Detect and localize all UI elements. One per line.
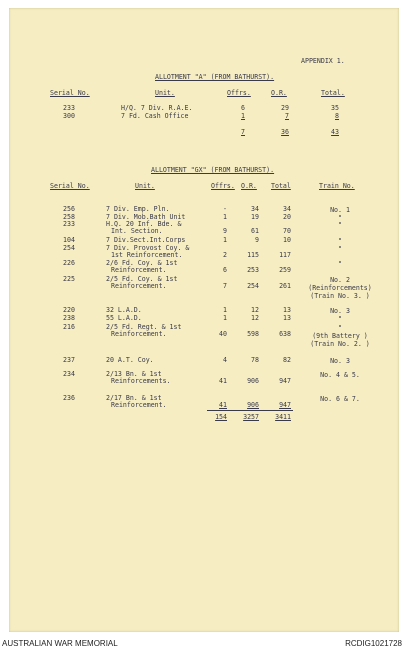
gx-row-serial: 238 <box>63 314 75 322</box>
gx-row-or: 12 <box>251 314 259 322</box>
a-total-total: 43 <box>331 128 339 136</box>
gx-row-train: " <box>338 324 342 332</box>
gx-row-train: " <box>338 245 342 253</box>
gx-row-offrs: 1 <box>223 314 227 322</box>
gx-row-total: 10 <box>283 236 291 244</box>
gx-row-train: " <box>338 237 342 245</box>
a-row-or: 29 <box>281 104 289 112</box>
gx-row-unit: 2/6 Fd. Coy. & 1st <box>106 259 178 267</box>
gx-row-train: (Train No. 3. ) <box>310 292 370 300</box>
a-row-serial: 233 <box>63 104 75 112</box>
allotment-gx-title: ALLOTMENT "GX" (FROM BATHURST). <box>151 166 275 174</box>
gx-row-serial: 104 <box>63 236 75 244</box>
gx-header-total: Total <box>271 182 291 190</box>
gx-row-train: No. 3 <box>330 307 350 315</box>
a-header-or: O.R. <box>271 89 287 97</box>
gx-header-unit: Unit. <box>135 182 155 190</box>
gx-row-unit: Reinforcement. <box>111 330 167 338</box>
gx-row-or: 9 <box>255 236 259 244</box>
gx-row-train: No. 1 <box>330 206 350 214</box>
gx-row-total: 82 <box>283 356 291 364</box>
gx-row-or: 61 <box>251 227 259 235</box>
gx-total-offrs: 154 <box>215 413 227 421</box>
gx-row-train: (Reinforcements) <box>308 284 372 292</box>
gx-row-total: 13 <box>283 314 291 322</box>
gx-row-or: 12 <box>251 306 259 314</box>
gx-row-serial: 258 <box>63 213 75 221</box>
gx-row-serial: 256 <box>63 205 75 213</box>
gx-row-total: 947 <box>279 377 291 385</box>
gx-row-serial: 234 <box>63 370 75 378</box>
gx-row-unit: 7 Div. Emp. Pln. <box>106 205 170 213</box>
gx-row-train: " <box>338 315 342 323</box>
gx-row-offrs: 1 <box>223 306 227 314</box>
footer-source: AUSTRALIAN WAR MEMORIAL <box>2 639 118 648</box>
a-row-total: 35 <box>331 104 339 112</box>
gx-row-train: (Train No. 2. ) <box>310 340 370 348</box>
gx-row-or: 115 <box>247 251 259 259</box>
gx-row-offrs: 7 <box>223 282 227 290</box>
a-row-total: 8 <box>335 112 339 120</box>
gx-row-unit: 2/5 Fd. Regt. & 1st <box>106 323 182 331</box>
gx-row-offrs: 4 <box>223 356 227 364</box>
gx-row-offrs: 40 <box>219 330 227 338</box>
gx-row-unit: 55 L.A.D. <box>106 314 142 322</box>
a-row-unit: H/Q. 7 Div. R.A.E. <box>121 104 193 112</box>
gx-row-serial: 236 <box>63 394 75 402</box>
gx-row-offrs: 6 <box>223 266 227 274</box>
gx-row-or: 598 <box>247 330 259 338</box>
gx-row-unit: 2/5 Fd. Coy. & 1st <box>106 275 178 283</box>
gx-row-unit: 7 Div. Mob.Bath Unit <box>106 213 186 221</box>
gx-row-unit: 7 Div. Provost Coy. & <box>106 244 190 252</box>
footer-id: RCDIG1021728 <box>345 639 402 648</box>
gx-header-serial: Serial No. <box>50 182 90 190</box>
gx-row-unit: H.Q. 20 Inf. Bde. & <box>106 220 182 228</box>
gx-row-or: 34 <box>251 205 259 213</box>
gx-total-or: 3257 <box>243 413 259 421</box>
a-header-serial: Serial No. <box>50 89 90 97</box>
a-header-unit: Unit. <box>155 89 175 97</box>
gx-row-or: 253 <box>247 266 259 274</box>
gx-row-unit: Reinforcement. <box>111 401 167 409</box>
gx-row-unit: Reinforcement. <box>111 282 167 290</box>
gx-row-or: 906 <box>247 377 259 385</box>
a-row-or: 7 <box>285 112 289 120</box>
gx-row-unit: Reinforcement. <box>111 266 167 274</box>
gx-row-train: No. 2 <box>330 276 350 284</box>
gx-row-serial: 225 <box>63 275 75 283</box>
gx-row-train: " <box>338 260 342 268</box>
gx-row-total: 947 <box>279 401 291 409</box>
gx-row-train: No. 3 <box>330 357 350 365</box>
gx-row-serial: 237 <box>63 356 75 364</box>
a-total-or: 36 <box>281 128 289 136</box>
gx-header-train: Train No. <box>319 182 355 190</box>
appendix-label: APPENDIX 1. <box>301 57 345 65</box>
gx-row-unit: 32 L.A.D. <box>106 306 142 314</box>
gx-row-total: 117 <box>279 251 291 259</box>
allotment-a-title: ALLOTMENT "A" (FROM BATHURST). <box>155 73 275 81</box>
gx-row-offrs: 1 <box>223 213 227 221</box>
gx-row-unit: 2/13 Bn. & 1st <box>106 370 162 378</box>
gx-row-train: No. 6 & 7. <box>320 395 360 403</box>
document-page <box>9 8 399 632</box>
gx-row-serial: 226 <box>63 259 75 267</box>
gx-row-unit: Int. Section. <box>111 227 163 235</box>
gx-row-train: " <box>338 214 342 222</box>
gx-row-serial: 220 <box>63 306 75 314</box>
footer-bar <box>0 632 405 653</box>
gx-row-offrs: - <box>223 205 227 213</box>
gx-header-or: O.R. <box>241 182 257 190</box>
gx-row-offrs: 1 <box>223 236 227 244</box>
a-row-offrs: 1 <box>241 112 245 120</box>
gx-row-serial: 233 <box>63 220 75 228</box>
a-row-serial: 300 <box>63 112 75 120</box>
gx-row-unit: 1st Reinforcement. <box>111 251 183 259</box>
gx-row-serial: 254 <box>63 244 75 252</box>
totals-rule <box>207 410 293 411</box>
gx-row-train: (9th Battery ) <box>312 332 368 340</box>
gx-row-total: 34 <box>283 205 291 213</box>
gx-row-total: 261 <box>279 282 291 290</box>
gx-total-total: 3411 <box>275 413 291 421</box>
gx-row-total: 13 <box>283 306 291 314</box>
a-header-total: Total. <box>321 89 345 97</box>
gx-row-train: No. 4 & 5. <box>320 371 360 379</box>
gx-row-serial: 216 <box>63 323 75 331</box>
gx-row-total: 70 <box>283 227 291 235</box>
a-header-offrs: Offrs. <box>227 89 251 97</box>
gx-row-unit: 7 Div.Sect.Int.Corps <box>106 236 186 244</box>
a-row-unit: 7 Fd. Cash Office <box>121 112 189 120</box>
gx-row-offrs: 2 <box>223 251 227 259</box>
gx-row-or: 906 <box>247 401 259 409</box>
gx-row-or: 19 <box>251 213 259 221</box>
gx-row-offrs: 9 <box>223 227 227 235</box>
a-total-offrs: 7 <box>241 128 245 136</box>
gx-row-total: 259 <box>279 266 291 274</box>
gx-row-offrs: 41 <box>219 401 227 409</box>
gx-header-offrs: Offrs. <box>211 182 235 190</box>
a-row-offrs: 6 <box>241 104 245 112</box>
gx-row-or: 254 <box>247 282 259 290</box>
gx-row-total: 638 <box>279 330 291 338</box>
gx-row-train: " <box>338 221 342 229</box>
gx-row-or: 78 <box>251 356 259 364</box>
gx-row-total: 20 <box>283 213 291 221</box>
gx-row-unit: 2/17 Bn. & 1st <box>106 394 162 402</box>
gx-row-unit: Reinforcements. <box>111 377 171 385</box>
gx-row-unit: 20 A.T. Coy. <box>106 356 154 364</box>
gx-row-offrs: 41 <box>219 377 227 385</box>
